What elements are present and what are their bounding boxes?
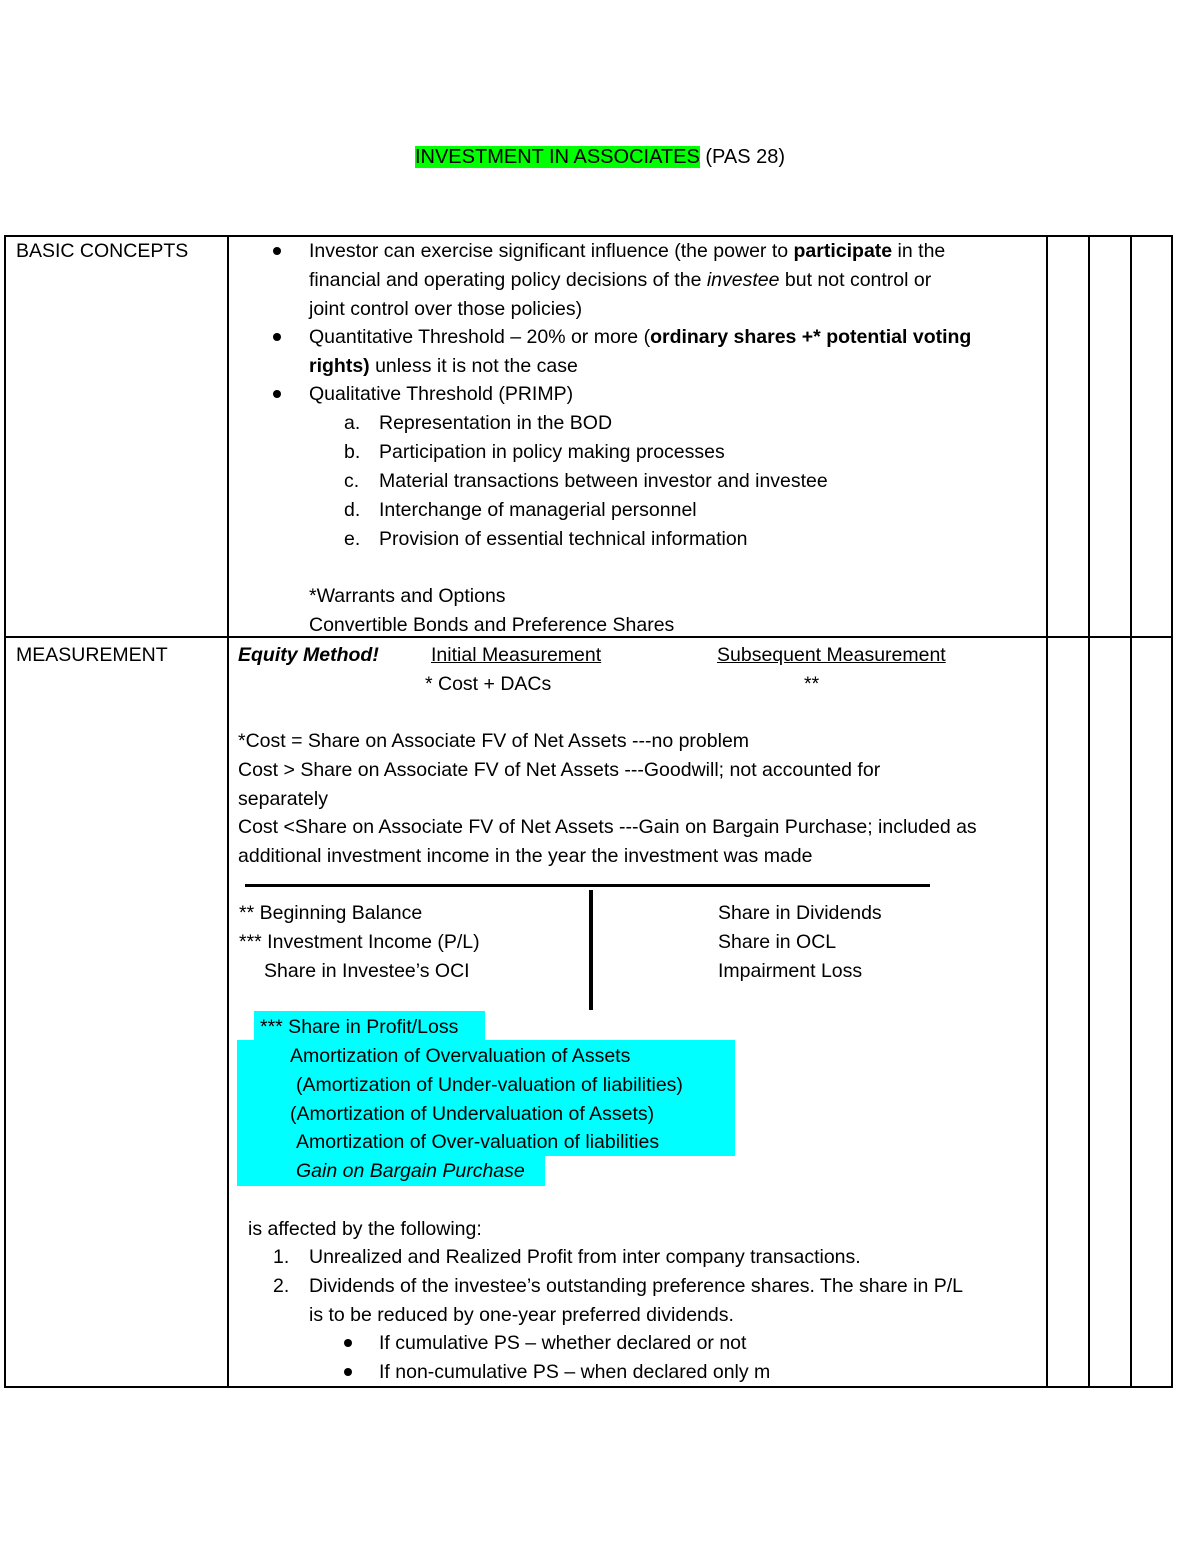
list-item: Material transactions between investor and investee — [379, 470, 828, 492]
list-item-marker: 2. — [273, 1275, 290, 1297]
equity-method-label: Equity Method! — [238, 644, 379, 666]
numbered-item-cont: is to be reduced by one-year preferred dividends. — [309, 1304, 734, 1326]
basic-b3: Qualitative Threshold (PRIMP) — [309, 383, 574, 405]
bold-text: ordinary shares +* potential voting — [650, 326, 972, 348]
list-item-marker: e. — [344, 528, 361, 550]
page-title — [0, 142, 1200, 172]
text-span: unless it is not the case — [369, 355, 578, 377]
cost-greater-line: Cost > Share on Associate FV of Net Assets ---Goodwill; not accounted for — [238, 759, 881, 781]
t-left-item: *** Investment Income (P/L) — [239, 931, 480, 953]
measurement-label: MEASUREMENT — [16, 644, 168, 666]
basic-concepts-label: BASIC CONCEPTS — [16, 240, 189, 262]
noncumulative-ps-item: If non-cumulative PS – when declared only m — [379, 1361, 771, 1383]
table-left-border — [4, 235, 6, 1388]
table-col-divider — [1088, 235, 1090, 1388]
t-account-divider — [589, 890, 593, 1010]
list-item: Representation in the BOD — [379, 412, 613, 434]
basic-b1-line1 — [309, 237, 945, 265]
affected-heading: is affected by the following: — [248, 1218, 482, 1240]
amortization-line: (Amortization of Under-valuation of liabilities) — [296, 1074, 683, 1096]
cost-greater-line-cont: separately — [238, 788, 328, 810]
note-warrants: *Warrants and Options — [309, 585, 506, 607]
t-left-item: Share in Investee’s OCI — [264, 960, 470, 982]
gain-bargain-purchase: Gain on Bargain Purchase — [296, 1160, 525, 1182]
cumulative-ps-item: If cumulative PS – whether declared or not — [379, 1332, 747, 1354]
note-convertibles: Convertible Bonds and Preference Shares — [309, 614, 675, 636]
bold-text: rights) — [309, 355, 370, 377]
list-item: Participation in policy making processes — [379, 441, 725, 463]
italic-text: investee — [706, 269, 780, 291]
amortization-line: Amortization of Over-valuation of liabilities — [296, 1131, 660, 1153]
list-item-marker: c. — [344, 470, 360, 492]
title-highlighted: INVESTMENT IN ASSOCIATES — [414, 146, 700, 168]
text-span: financial and operating policy decisions of the — [309, 269, 707, 291]
t-right-item: Share in OCL — [718, 931, 837, 953]
title-rest: (PAS 28) — [699, 146, 786, 168]
bullet-icon — [344, 1339, 352, 1347]
list-item: Interchange of managerial personnel — [379, 499, 697, 521]
amortization-line: (Amortization of Undervaluation of Assets) — [290, 1103, 655, 1125]
initial-measurement-heading: Initial Measurement — [431, 644, 602, 666]
bold-text: participate — [793, 240, 893, 262]
text-span: but not control or — [779, 269, 932, 291]
basic-b1-line2 — [309, 266, 931, 294]
list-item: Provision of essential technical information — [379, 528, 748, 550]
basic-b1-line3: joint control over those policies) — [309, 298, 583, 320]
basic-b2-line2 — [309, 352, 578, 380]
text-span: in the — [892, 240, 946, 262]
t-right-item: Impairment Loss — [718, 960, 863, 982]
list-item-marker: b. — [344, 441, 361, 463]
amortization-line: Amortization of Overvaluation of Assets — [290, 1045, 631, 1067]
list-item-marker: a. — [344, 412, 361, 434]
cost-less-line-cont: additional investment income in the year the investment was made — [238, 845, 813, 867]
t-right-item: Share in Dividends — [718, 902, 882, 924]
cost-dacs: * Cost + DACs — [425, 673, 552, 695]
list-item-marker: 1. — [273, 1246, 290, 1268]
numbered-item: Dividends of the investee’s outstanding preference shares. The share in P/L — [309, 1275, 964, 1297]
share-profit-loss: *** Share in Profit/Loss — [260, 1016, 459, 1038]
table-col-divider — [1130, 235, 1132, 1388]
table-col-divider — [227, 235, 229, 1388]
list-item-marker: d. — [344, 499, 361, 521]
double-asterisk: ** — [804, 673, 820, 695]
numbered-item: Unrealized and Realized Profit from inter company transactions. — [309, 1246, 861, 1268]
basic-b2-line1 — [309, 323, 971, 351]
text-span: Quantitative Threshold – 20% or more ( — [309, 326, 651, 348]
text-span: Investor can exercise significant influence (the power to — [309, 240, 794, 262]
table-right-border — [1171, 235, 1173, 1388]
bullet-icon — [344, 1368, 352, 1376]
subsequent-measurement-heading: Subsequent Measurement — [717, 644, 946, 666]
cost-equal-line: *Cost = Share on Associate FV of Net Assets ---no problem — [238, 730, 750, 752]
bullet-icon — [273, 390, 281, 398]
table-bottom-border — [4, 1386, 1173, 1388]
t-left-item: ** Beginning Balance — [239, 902, 423, 924]
t-account-top-line — [245, 884, 930, 887]
bullet-icon — [273, 247, 281, 255]
bullet-icon — [273, 333, 281, 341]
table-col-divider — [1046, 235, 1048, 1388]
cost-less-line: Cost <Share on Associate FV of Net Assets ---Gain on Bargain Purchase; included as — [238, 816, 977, 838]
